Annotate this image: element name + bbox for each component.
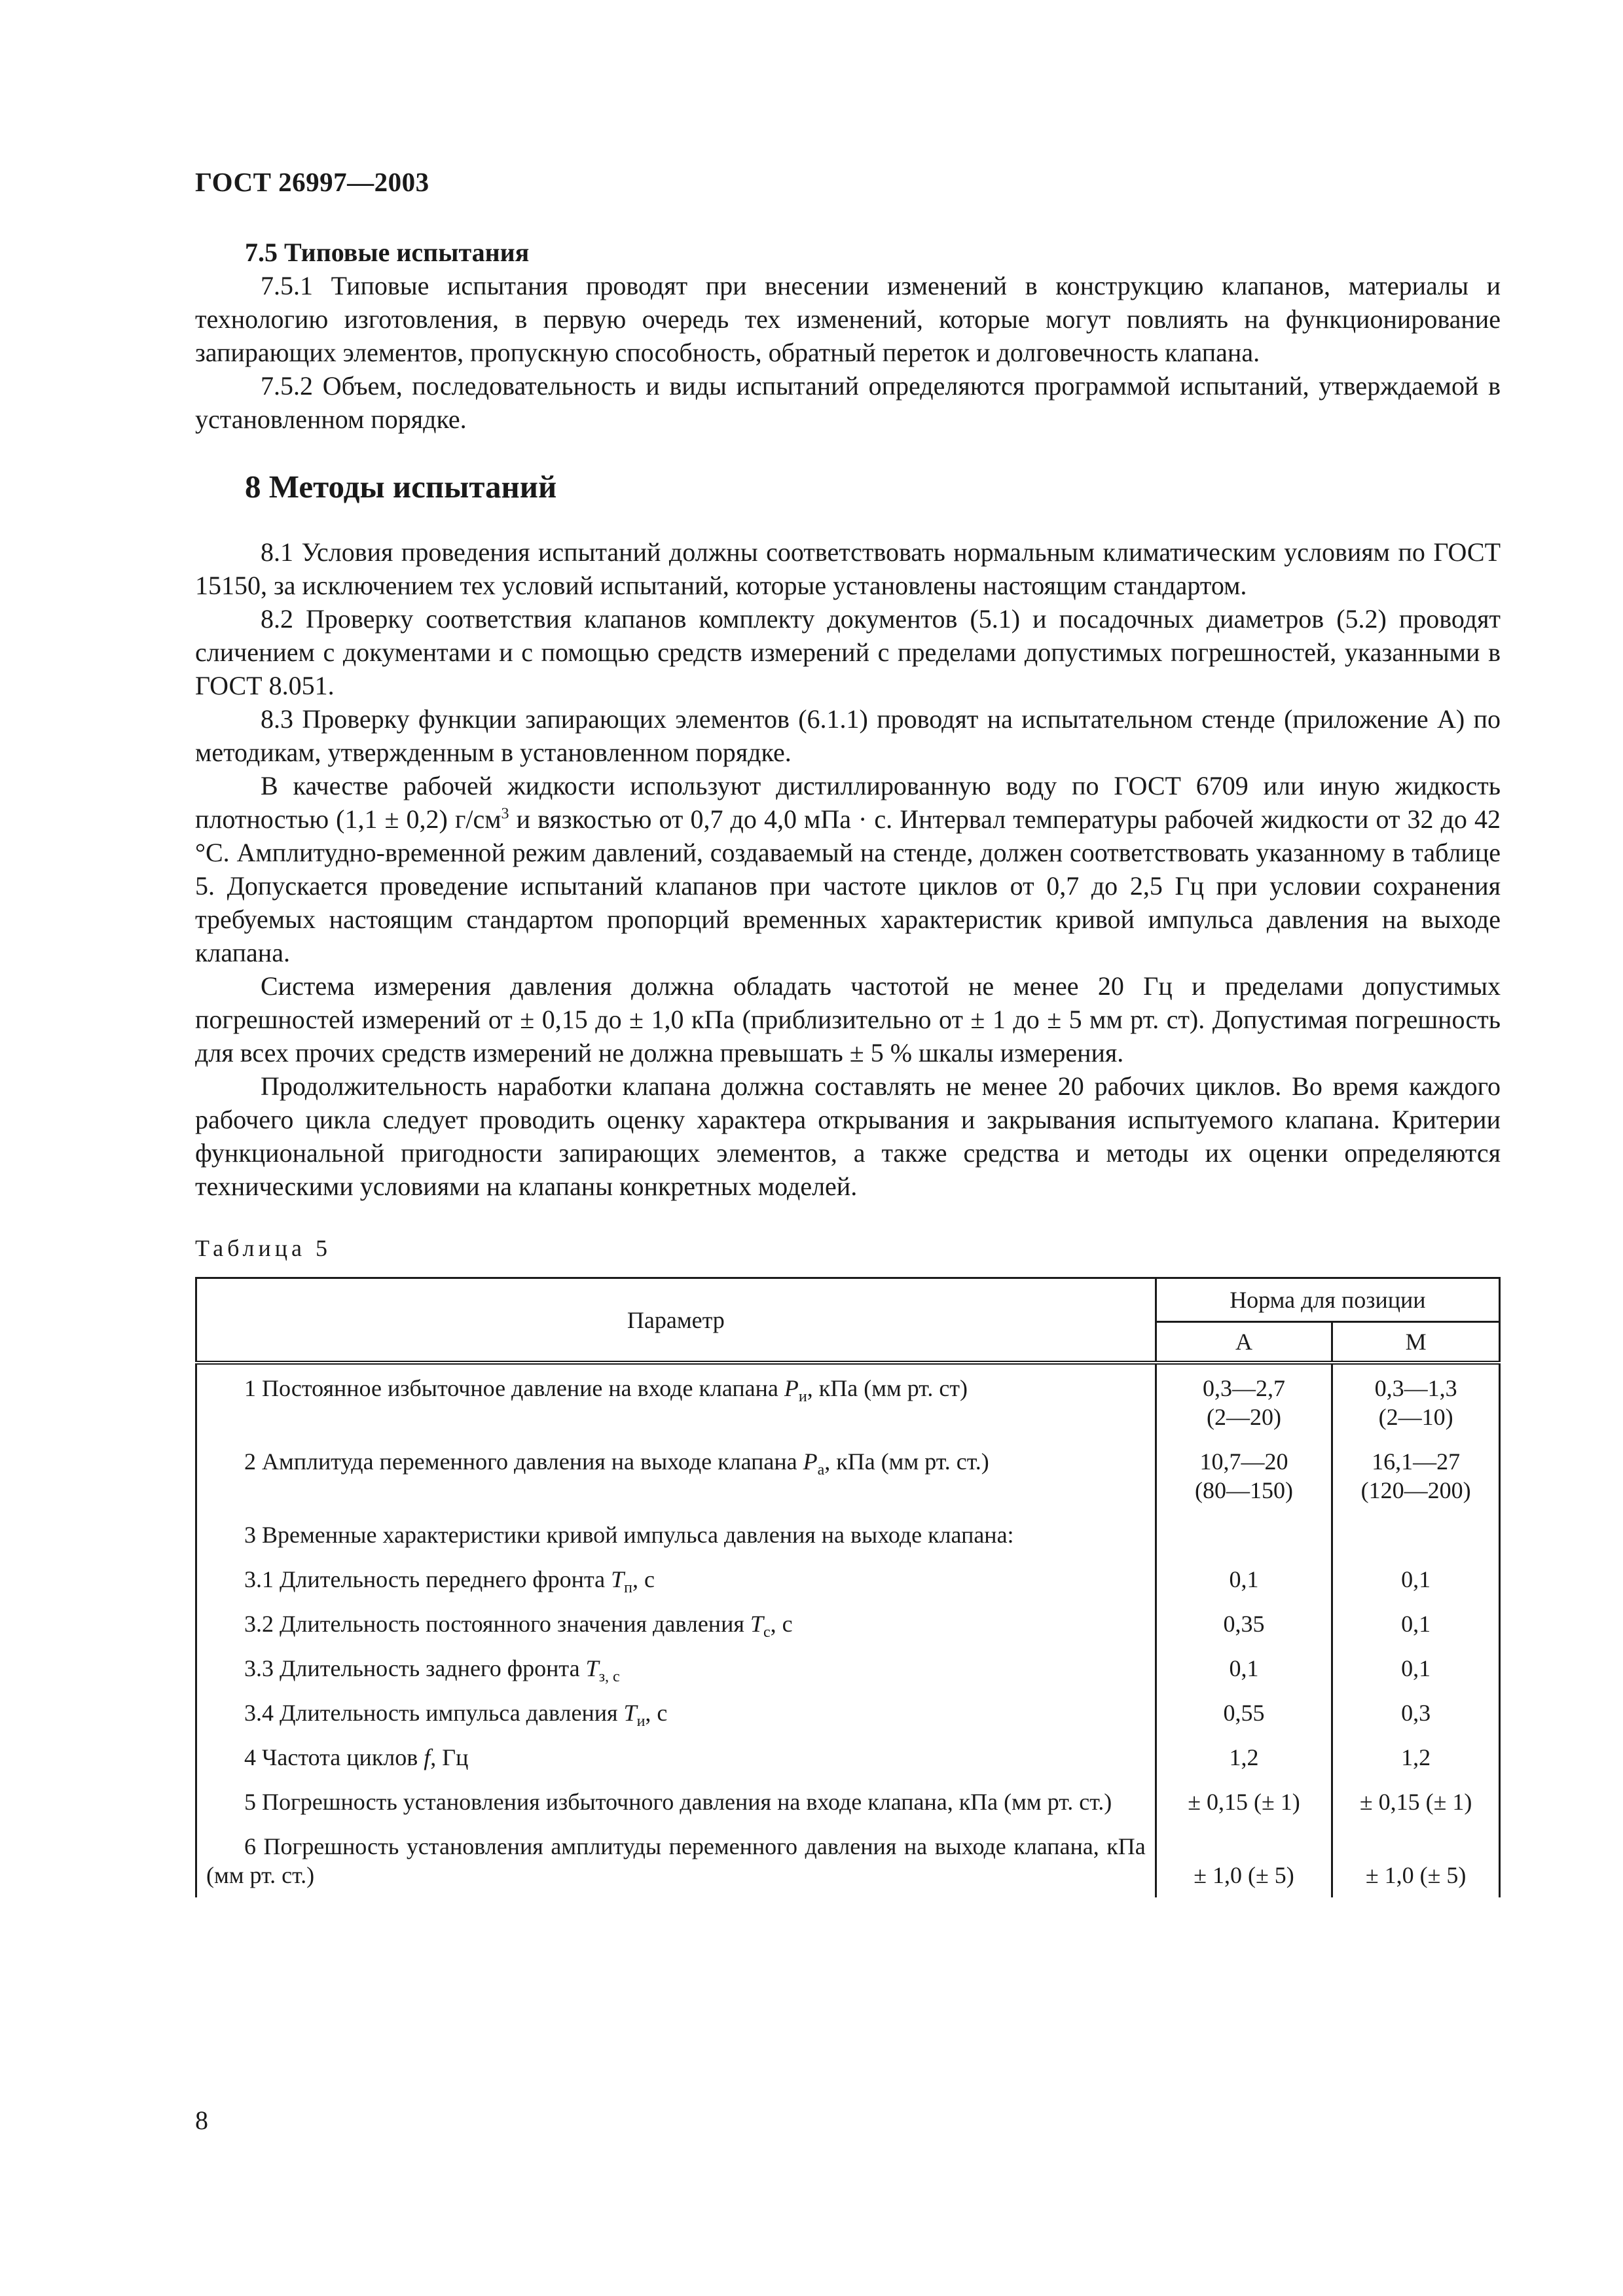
table-row	[196, 1735, 1500, 1780]
document-code-header: ГОСТ 26997—2003	[195, 167, 429, 197]
paragraph-8-1: 8.1 Условия проведения испытаний должны соответствовать нормальным климатическим условиям по ГОСТ 15150, за исключением тех условий испытаний, которые установлены настоящим стандартом.	[195, 537, 1501, 600]
table-row	[196, 1439, 1500, 1513]
row-label: 5 Погрешность установления избыточного давления на входе клапана, кПа (мм рт. ст.)	[196, 1780, 1156, 1824]
fluid-text-part-2: и вязкостью от 0,7 до 4,0 мПа · с. Интервал температуры рабочей жидкости от 32 до 42 °С. Амплитудно-временной режим давлений, создаваемый на стенде, должен соответствовать указанному в таблице 5. Допускается проведение испытаний клапанов при частоте циклов от 0,7 до 2,5 Гц при условии сохранения требуемых настоящим стандартом пропорций временных характеристик кривой импульса давления на выходе клапана.	[195, 804, 1501, 967]
row-label: 2 Амплитуда переменного давления на выходе клапана $P_а$, кПа (мм рт. ст.)	[196, 1439, 1156, 1513]
header-col-a: А	[1156, 1322, 1332, 1363]
row-label: 3.3 Длительность заднего фронта $T_{з, с}$	[196, 1646, 1156, 1691]
cell-m: 1,2	[1332, 1735, 1500, 1780]
cell-m: 16,1—27 (120—200)	[1332, 1439, 1500, 1513]
cell-a: 0,35	[1156, 1602, 1332, 1646]
cell-a: ± 0,15 (± 1)	[1156, 1780, 1332, 1824]
header-param: Параметр	[196, 1278, 1156, 1363]
cell-a: 0,55	[1156, 1691, 1332, 1735]
cell-a: 1,2	[1156, 1735, 1332, 1780]
page-content	[195, 236, 1501, 1897]
cell-a: 0,3—2,7 (2—20)	[1156, 1363, 1332, 1439]
fluid-text-part-1: В качестве рабочей жидкости используют дистиллированную воду по ГОСТ 6709 или иную жидкость плотностью (1,1 ± 0,2) г/см	[195, 771, 1501, 834]
table-row	[196, 1691, 1500, 1735]
page-number: 8	[195, 2106, 208, 2135]
table-row	[196, 1602, 1500, 1646]
table-row	[196, 1780, 1500, 1824]
row-label: 1 Постоянное избыточное давление на входе клапана $P_и$, кПа (мм рт. ст)	[196, 1363, 1156, 1439]
paragraph-duration: Продолжительность наработки клапана должна составлять не менее 20 рабочих циклов. Во время каждого рабочего цикла следует проводить оценку характера открывания и закрывания испытуемого клапана. Критерии функциональной пригодности запирающих элементов, а также средства и методы их оценки определяются техническими условиями на клапаны конкретных моделей.	[195, 1071, 1501, 1201]
table-caption: Таблица 5	[195, 1235, 331, 1261]
cell-a: ± 1,0 (± 5)	[1156, 1824, 1332, 1897]
row-label: 3.4 Длительность импульса давления $T_и$, с	[196, 1691, 1156, 1735]
row-label: 3.1 Длительность переднего фронта $T_п$, с	[196, 1557, 1156, 1602]
cell-m: 0,1	[1332, 1602, 1500, 1646]
table-row	[196, 1363, 1500, 1439]
cell-a	[1156, 1513, 1332, 1557]
table-5	[195, 1277, 1501, 1897]
section-title-8: 8 Методы испытаний	[245, 469, 557, 505]
row-label: 3 Временные характеристики кривой импульса давления на выходе клапана:	[196, 1513, 1156, 1557]
cell-m: 0,3—1,3 (2—10)	[1332, 1363, 1500, 1439]
table-row	[196, 1513, 1500, 1557]
paragraph-8-2: 8.2 Проверку соответствия клапанов комплекту документов (5.1) и посадочных диаметров (5.2) проводят сличением с документами и с помощью средств измерений с пределами допустимых погрешностей, указанными в ГОСТ 8.051.	[195, 604, 1501, 700]
paragraph-7-5-2: 7.5.2 Объем, последовательность и виды испытаний определяются программой испытаний, утверждаемой в установленном порядке.	[195, 371, 1501, 434]
subsection-heading-7-5: 7.5 Типовые испытания	[245, 238, 530, 267]
cell-a: 10,7—20 (80—150)	[1156, 1439, 1332, 1513]
paragraph-7-5-1: 7.5.1 Типовые испытания проводят при внесении изменений в конструкцию клапанов, материалы и технологию изготовления, в первую очередь тех изменений, которые могут повлиять на функционирование запирающих элементов, пропускную способность, обратный переток и долговечность клапана.	[195, 271, 1501, 367]
row-label: 4 Частота циклов f, Гц	[196, 1735, 1156, 1780]
row-label: 3.2 Длительность постоянного значения давления $T_с$, с	[196, 1602, 1156, 1646]
cell-m: ± 1,0 (± 5)	[1332, 1824, 1500, 1897]
row-label: 6 Погрешность установления амплитуды переменного давления на выходе клапана, кПа (мм рт. ст.)	[196, 1824, 1156, 1897]
cell-a: 0,1	[1156, 1557, 1332, 1602]
cell-m: 0,3	[1332, 1691, 1500, 1735]
table-row	[196, 1646, 1500, 1691]
cell-a: 0,1	[1156, 1646, 1332, 1691]
paragraph-8-3: 8.3 Проверку функции запирающих элементов (6.1.1) проводят на испытательном стенде (приложение А) по методикам, утвержденным в установленном порядке.	[195, 704, 1501, 767]
header-norm: Норма для позиции	[1156, 1278, 1499, 1322]
table-row	[196, 1824, 1500, 1897]
cell-m: ± 0,15 (± 1)	[1332, 1780, 1500, 1824]
table-row	[196, 1557, 1500, 1602]
fluid-superscript: 3	[501, 805, 509, 823]
cell-m: 0,1	[1332, 1646, 1500, 1691]
cell-m	[1332, 1513, 1500, 1557]
paragraph-measurement-system: Система измерения давления должна обладать частотой не менее 20 Гц и пределами допустимых погрешностей измерений от ± 0,15 до ± 1,0 кПа (приблизительно от ± 1 до ± 5 мм рт. ст). Допустимая погрешность для всех прочих средств измерений не должна превышать ± 5 % шкалы измерения.	[195, 971, 1501, 1067]
paragraph-working-fluid	[195, 769, 1501, 969]
cell-m: 0,1	[1332, 1557, 1500, 1602]
header-col-m: М	[1332, 1322, 1500, 1363]
